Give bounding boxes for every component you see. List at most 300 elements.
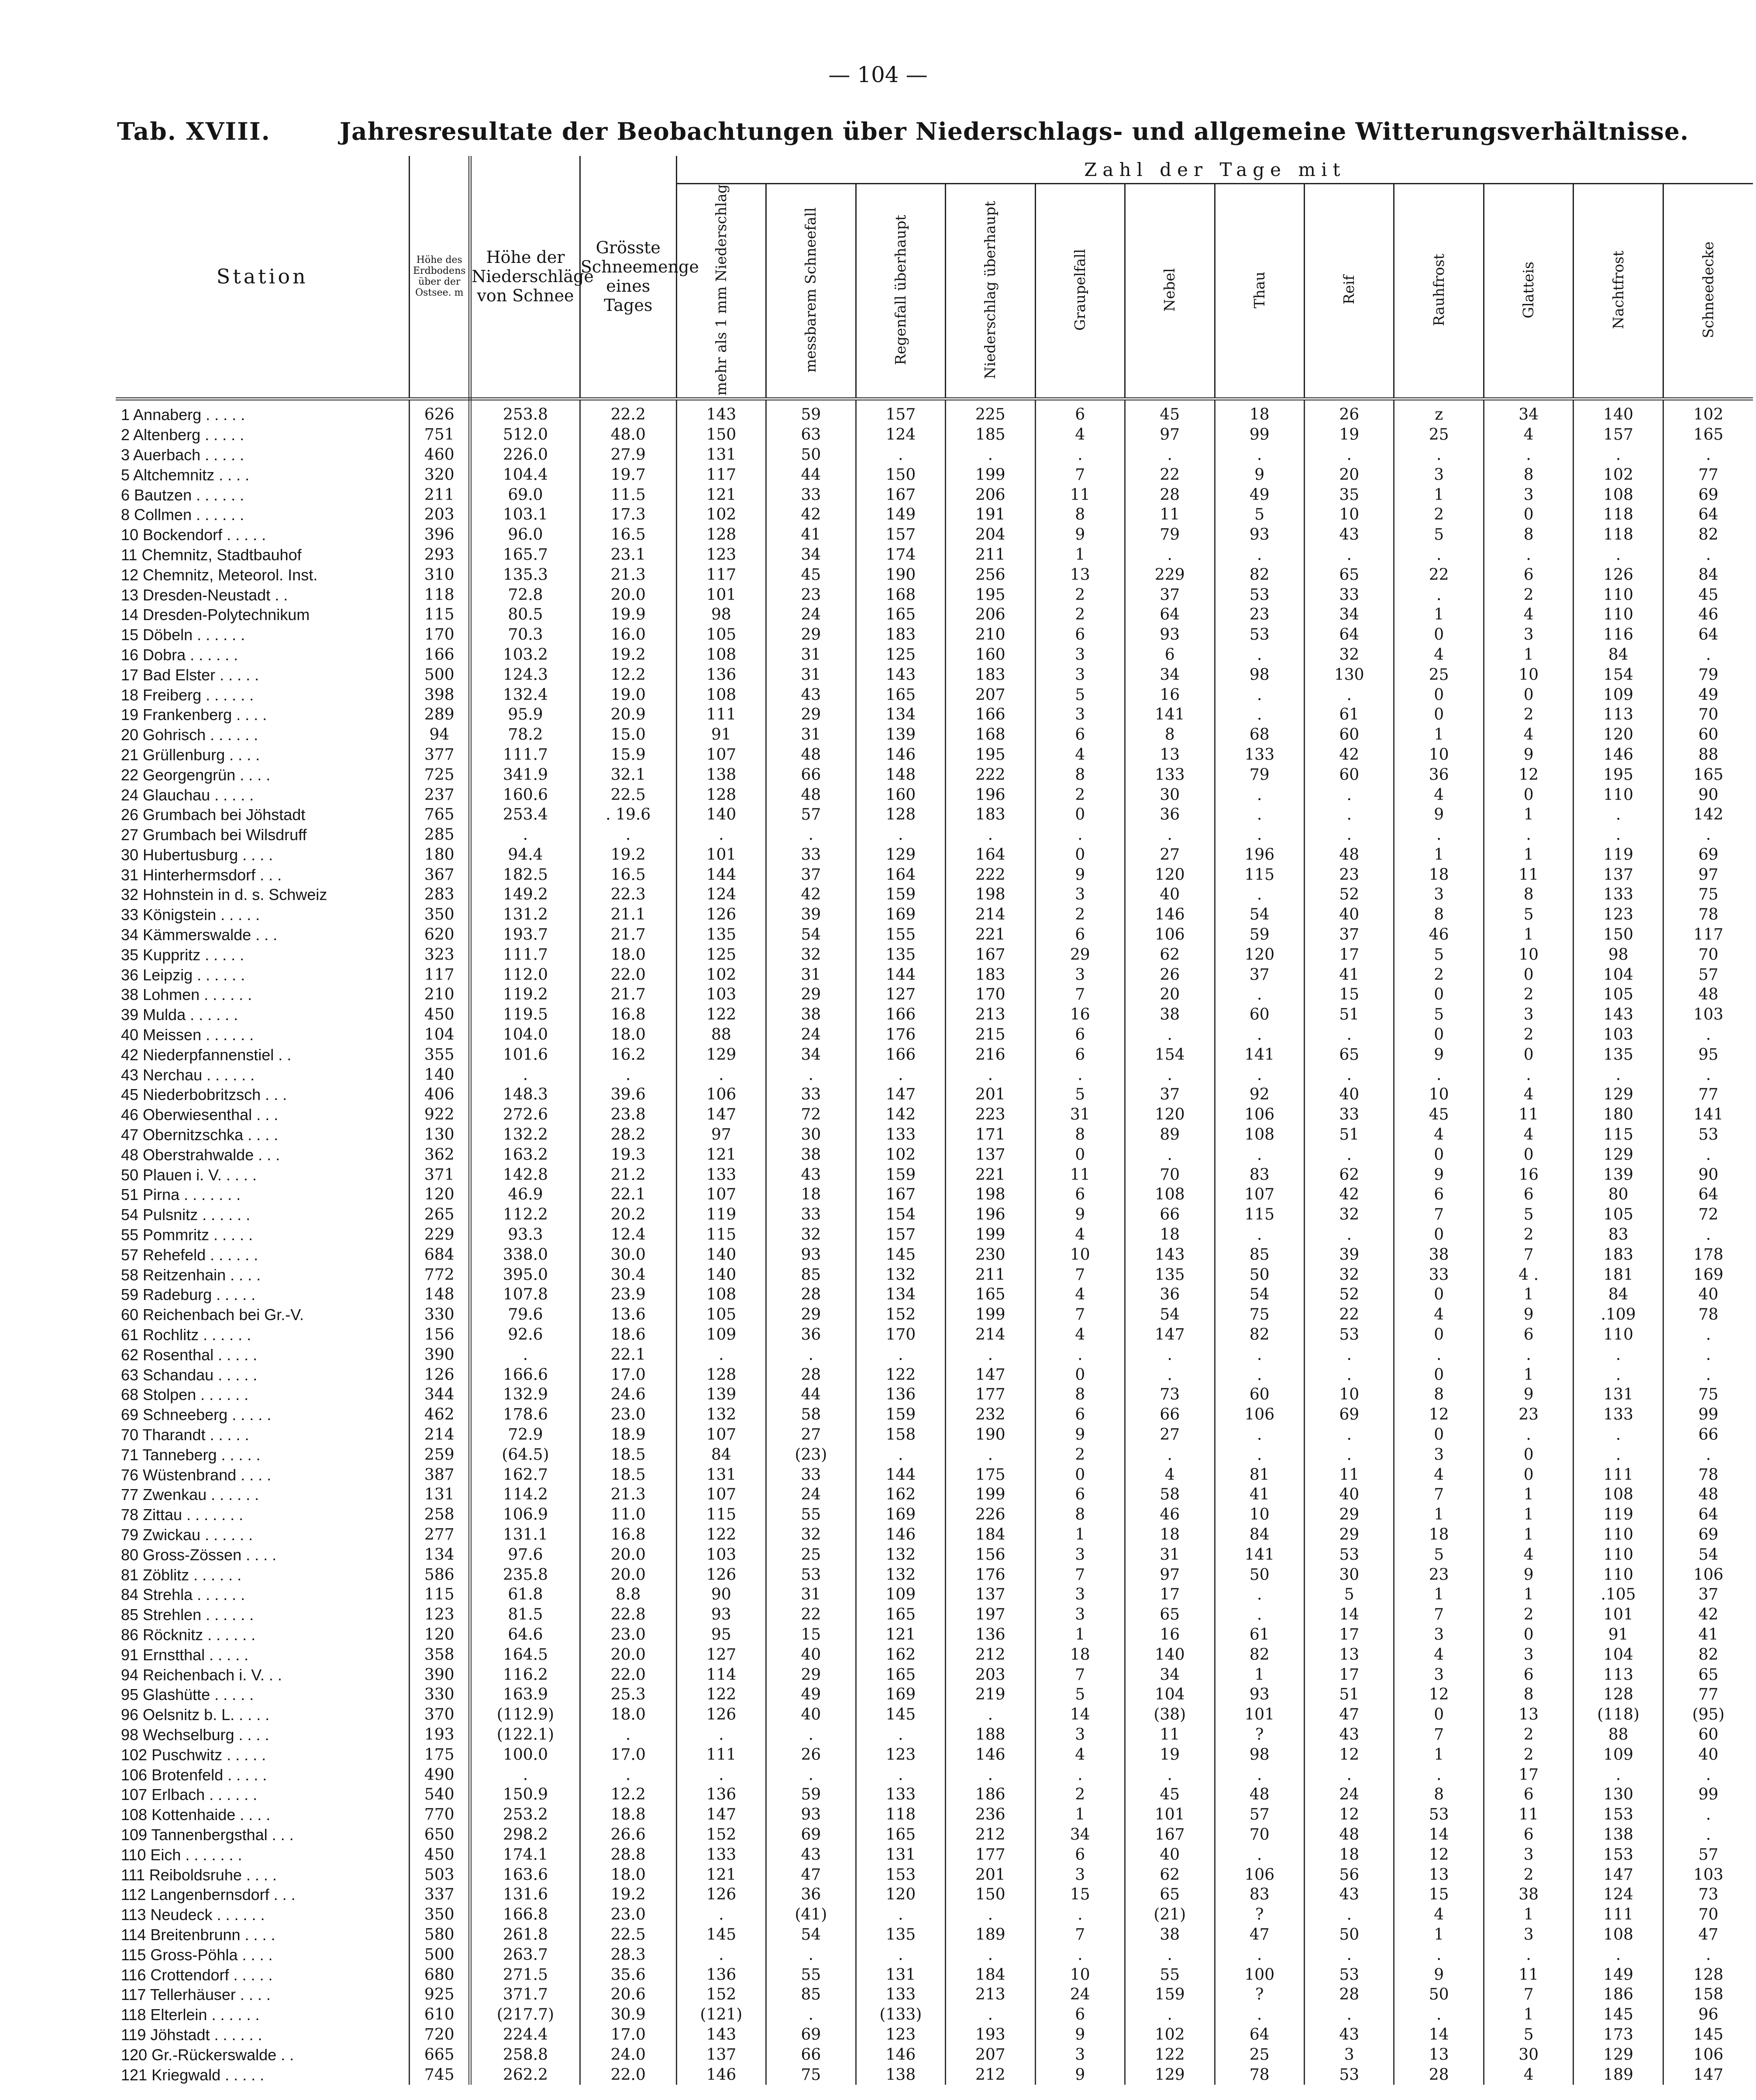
cell-fog-days: 46 <box>1125 1505 1215 1525</box>
cell-elevation: 503 <box>410 1865 470 1885</box>
table-row <box>116 1465 1753 1485</box>
cell-glaze-days: 7 <box>1484 1985 1573 2005</box>
cell-rain-days: 152 <box>676 1985 766 2005</box>
cell-dew-days: 49 <box>1215 485 1304 505</box>
cell-dew-days: 53 <box>1215 625 1304 645</box>
cell-snowfall-days: 39 <box>766 905 856 925</box>
cell-night-frost-days: 110 <box>1574 605 1663 625</box>
cell-dew-days: 106 <box>1215 1865 1304 1885</box>
cell-snow-cover-days: 99 <box>1698 1786 1718 1804</box>
cell-elevation: 229 <box>410 1225 470 1245</box>
cell-precip-days: . <box>946 1705 1035 1725</box>
cell-precip-days: 150 <box>946 1885 1035 1905</box>
cell-snow-height: 111.7 <box>470 745 580 765</box>
cell-rainfall-days: 132 <box>856 1265 945 1285</box>
cell-rain-days: 128 <box>676 1365 766 1385</box>
cell-elevation: 283 <box>410 885 470 905</box>
cell-rainfall-days: 176 <box>856 1025 945 1045</box>
cell-snow-cover-days: 128 <box>1693 1966 1724 1984</box>
table-row <box>116 445 1753 465</box>
cell-rainfall-days: 146 <box>856 2045 945 2065</box>
cell-graupel-days: 1 <box>1035 545 1125 565</box>
cell-snow-cover-days: . <box>1706 645 1711 664</box>
cell-night-frost-days: (118) <box>1574 1705 1663 1725</box>
cell-snow-height: 80.5 <box>470 605 580 625</box>
cell-graupel-days: 18 <box>1035 1645 1125 1665</box>
cell-rainfall-days: . <box>856 825 945 845</box>
cell-frost-days: 24 <box>1304 1785 1394 1805</box>
cell-elevation: 203 <box>410 505 470 525</box>
cell-dew-days: 41 <box>1215 1485 1304 1505</box>
cell-max-snow-day: 22.0 <box>580 1665 676 1685</box>
cell-max-snow-day: 48.0 <box>580 425 676 445</box>
cell-night-frost-days: . <box>1574 1065 1663 1085</box>
cell-fog-days: 135 <box>1125 1265 1215 1285</box>
cell-snow-height: 395.0 <box>470 1265 580 1285</box>
cell-snow-cover-days: 88 <box>1698 745 1718 764</box>
cell-graupel-days: 4 <box>1035 425 1125 445</box>
cell-station-name: 69 Schneeberg . . . . . <box>116 1405 410 1425</box>
cell-snowfall-days: 24 <box>766 1485 856 1505</box>
cell-station-name: 5 Altchemnitz . . . . <box>116 465 410 485</box>
cell-snow-cover-days: . <box>1706 1945 1711 1964</box>
cell-max-snow-day: 28.3 <box>580 1945 676 1965</box>
cell-fog-days: 65 <box>1125 1605 1215 1625</box>
cell-elevation: 115 <box>410 1585 470 1605</box>
cell-rain-days: 140 <box>676 805 766 825</box>
cell-dew-days: 23 <box>1215 605 1304 625</box>
cell-rime-days: . <box>1394 585 1484 605</box>
cell-snow-height: 235.8 <box>470 1565 580 1585</box>
cell-rime-days: 9 <box>1394 1165 1484 1185</box>
cell-precip-days: 212 <box>946 1645 1035 1665</box>
cell-max-snow-day: 25.3 <box>580 1685 676 1705</box>
cell-elevation: 259 <box>410 1445 470 1465</box>
cell-station-name: 27 Grumbach bei Wilsdruff <box>116 825 410 845</box>
cell-elevation: 323 <box>410 945 470 965</box>
cell-precip-days: 195 <box>946 745 1035 765</box>
cell-rain-days: 106 <box>676 1085 766 1105</box>
cell-graupel-days: 2 <box>1035 1445 1125 1465</box>
cell-elevation: 490 <box>410 1765 470 1785</box>
cell-dew-days: 85 <box>1215 1245 1304 1265</box>
cell-precip-days: 216 <box>946 1045 1035 1065</box>
cell-glaze-days: 12 <box>1484 765 1573 785</box>
cell-rain-days: 128 <box>676 785 766 805</box>
cell-rain-days: 136 <box>676 1965 766 1985</box>
cell-snow-cover-days: . <box>1706 1066 1711 1084</box>
cell-snow-height: 142.8 <box>470 1165 580 1185</box>
cell-snowfall-days: 33 <box>766 845 856 865</box>
header-graupel-days <box>1035 184 1125 399</box>
cell-rain-days: . <box>676 1765 766 1785</box>
cell-snowfall-days: 32 <box>766 945 856 965</box>
cell-rainfall-days: 164 <box>856 865 945 885</box>
cell-rime-days: 3 <box>1394 1665 1484 1685</box>
cell-max-snow-day: 23.0 <box>580 1905 676 1925</box>
cell-night-frost-days: 118 <box>1574 525 1663 545</box>
cell-fog-days: 146 <box>1125 905 1215 925</box>
cell-max-snow-day: 22.5 <box>580 785 676 805</box>
cell-station-name: 61 Rochlitz . . . . . . <box>116 1325 410 1345</box>
cell-elevation: 277 <box>410 1525 470 1545</box>
cell-glaze-days: 38 <box>1484 1885 1573 1905</box>
cell-snow-cover-days: 49 <box>1698 686 1718 704</box>
cell-snow-cover-days: . <box>1706 545 1711 564</box>
cell-graupel-days: 7 <box>1035 1305 1125 1325</box>
cell-elevation: 390 <box>410 1345 470 1365</box>
cell-snow-cover-days: 48 <box>1698 986 1718 1004</box>
cell-rime-days: . <box>1394 2005 1484 2025</box>
cell-rain-days: 147 <box>676 1105 766 1125</box>
cell-station-name: 45 Niederbobritzsch . . . <box>116 1085 410 1105</box>
cell-rainfall-days: 109 <box>856 1585 945 1605</box>
cell-fog-days: (21) <box>1125 1905 1215 1925</box>
cell-precip-days: . <box>946 1065 1035 1085</box>
cell-snowfall-days: 38 <box>766 1145 856 1165</box>
cell-frost-days: 53 <box>1304 1545 1394 1565</box>
cell-station-name: 17 Bad Elster . . . . . <box>116 665 410 685</box>
cell-rain-days: 152 <box>676 1825 766 1845</box>
cell-max-snow-day: 16.0 <box>580 625 676 645</box>
cell-glaze-days: 0 <box>1484 1045 1573 1065</box>
cell-snowfall-days: 44 <box>766 465 856 485</box>
cell-night-frost-days: 101 <box>1574 1605 1663 1625</box>
cell-snow-cover-days: 90 <box>1698 1166 1718 1184</box>
cell-precip-days: 206 <box>946 485 1035 505</box>
cell-precip-days: 225 <box>946 399 1035 424</box>
cell-dew-days: 101 <box>1215 1705 1304 1725</box>
cell-elevation: 118 <box>410 585 470 605</box>
cell-snowfall-days: 33 <box>766 485 856 505</box>
cell-dew-days: 75 <box>1215 1305 1304 1325</box>
cell-dew-days: 5 <box>1215 505 1304 525</box>
cell-snowfall-days: 34 <box>766 545 856 565</box>
cell-precip-days: 190 <box>946 1425 1035 1445</box>
table-row <box>116 1105 1753 1125</box>
cell-elevation: 540 <box>410 1785 470 1805</box>
cell-snow-height: 263.7 <box>470 1945 580 1965</box>
cell-max-snow-day: . <box>580 1765 676 1785</box>
cell-snowfall-days: 33 <box>766 1085 856 1105</box>
cell-graupel-days: 0 <box>1035 805 1125 825</box>
cell-night-frost-days: 123 <box>1574 905 1663 925</box>
cell-rain-days: 115 <box>676 1225 766 1245</box>
cell-snowfall-days: 58 <box>766 1405 856 1425</box>
cell-glaze-days: 4 . <box>1484 1265 1573 1285</box>
cell-elevation: 925 <box>410 1985 470 2005</box>
cell-snow-cover-days: . <box>1706 1226 1711 1244</box>
cell-frost-days: 43 <box>1304 1725 1394 1745</box>
cell-precip-days: 183 <box>946 665 1035 685</box>
header-rain-days-label: mehr als 1 mm Niederschlag <box>712 184 730 396</box>
cell-station-name: 1 Annaberg . . . . . <box>116 399 410 424</box>
cell-snow-cover-days: 77 <box>1698 1686 1718 1704</box>
cell-rainfall-days: 162 <box>856 1485 945 1505</box>
cell-glaze-days: 6 <box>1484 1325 1573 1345</box>
cell-night-frost-days: 145 <box>1574 2005 1663 2025</box>
table-row <box>116 565 1753 585</box>
table-row <box>116 885 1753 905</box>
cell-graupel-days: 6 <box>1035 1025 1125 1045</box>
table-label: Tab. XVIII. <box>117 117 271 145</box>
cell-snow-height: 149.2 <box>470 885 580 905</box>
cell-rime-days: 46 <box>1394 925 1484 945</box>
header-glaze-days <box>1484 184 1573 399</box>
cell-night-frost-days: 186 <box>1574 1985 1663 2005</box>
cell-rain-days: 111 <box>676 1745 766 1765</box>
cell-station-name: 81 Zöblitz . . . . . . <box>116 1565 410 1585</box>
cell-night-frost-days: 146 <box>1574 745 1663 765</box>
cell-rainfall-days: 122 <box>856 1365 945 1385</box>
cell-rime-days: 4 <box>1394 1305 1484 1325</box>
cell-fog-days: 37 <box>1125 1085 1215 1105</box>
cell-dew-days: 133 <box>1215 745 1304 765</box>
cell-snow-cover-days: 169 <box>1693 1266 1724 1284</box>
cell-snow-height: 114.2 <box>470 1485 580 1505</box>
cell-dew-days: 61 <box>1215 1625 1304 1645</box>
cell-snow-height: 193.7 <box>470 925 580 945</box>
cell-frost-days: . <box>1304 1445 1394 1465</box>
cell-frost-days: 48 <box>1304 845 1394 865</box>
table-row <box>116 1425 1753 1445</box>
cell-rain-days: 143 <box>676 2025 766 2045</box>
table-row <box>116 865 1753 885</box>
cell-fog-days: 97 <box>1125 425 1215 445</box>
cell-rain-days: 97 <box>676 1125 766 1145</box>
cell-graupel-days: 3 <box>1035 2045 1125 2065</box>
cell-snow-height: 94.4 <box>470 845 580 865</box>
table-row <box>116 925 1753 945</box>
cell-max-snow-day: 19.2 <box>580 1885 676 1905</box>
cell-frost-days: 15 <box>1304 985 1394 1005</box>
table-row <box>116 1125 1753 1145</box>
cell-rainfall-days: 145 <box>856 1245 945 1265</box>
cell-rain-days: 140 <box>676 1265 766 1285</box>
cell-rime-days: 12 <box>1394 1845 1484 1865</box>
cell-graupel-days: 9 <box>1035 1425 1125 1445</box>
cell-night-frost-days: 129 <box>1574 1145 1663 1165</box>
cell-rain-days: 121 <box>676 485 766 505</box>
cell-night-frost-days: 110 <box>1574 1565 1663 1585</box>
cell-dew-days: 98 <box>1215 1745 1304 1765</box>
cell-precip-days: 214 <box>946 1325 1035 1345</box>
cell-rime-days: 33 <box>1394 1265 1484 1285</box>
cell-night-frost-days: 183 <box>1574 1245 1663 1265</box>
cell-frost-days: 13 <box>1304 1645 1394 1665</box>
cell-snow-height: (122.1) <box>470 1725 580 1745</box>
cell-night-frost-days: 130 <box>1574 1785 1663 1805</box>
cell-snow-cover-days: 41 <box>1698 1625 1718 1644</box>
cell-fog-days: 16 <box>1125 1625 1215 1645</box>
cell-dew-days: 82 <box>1215 1325 1304 1345</box>
cell-fog-days: 154 <box>1125 1045 1215 1065</box>
cell-frost-days: 40 <box>1304 905 1394 925</box>
cell-station-name: 84 Strehla . . . . . . <box>116 1585 410 1605</box>
cell-glaze-days: 4 <box>1484 1545 1573 1565</box>
cell-snowfall-days: 15 <box>766 1625 856 1645</box>
cell-frost-days: 47 <box>1304 1705 1394 1725</box>
cell-snowfall-days: 72 <box>766 1105 856 1125</box>
cell-precip-days: 232 <box>946 1405 1035 1425</box>
cell-rime-days: . <box>1394 825 1484 845</box>
cell-frost-days: 53 <box>1304 2065 1394 2085</box>
header-rime-days <box>1394 184 1484 399</box>
cell-glaze-days: . <box>1484 1945 1573 1965</box>
cell-glaze-days: 0 <box>1484 685 1573 705</box>
table-row <box>116 1505 1753 1525</box>
cell-precip-days: 168 <box>946 725 1035 745</box>
cell-snowfall-days: 31 <box>766 725 856 745</box>
table-row <box>116 1445 1753 1465</box>
cell-snow-cover-days: 79 <box>1698 666 1718 684</box>
cell-night-frost-days: . <box>1574 1425 1663 1445</box>
cell-graupel-days: 24 <box>1035 1985 1125 2005</box>
cell-station-name: 116 Crottendorf . . . . . <box>116 1965 410 1985</box>
cell-snowfall-days: 31 <box>766 645 856 665</box>
cell-graupel-days: 1 <box>1035 1525 1125 1545</box>
cell-fog-days: 22 <box>1125 465 1215 485</box>
cell-precip-days: 188 <box>946 1725 1035 1745</box>
cell-dew-days: . <box>1215 645 1304 665</box>
cell-rime-days: 12 <box>1394 1405 1484 1425</box>
cell-rime-days: 7 <box>1394 1605 1484 1625</box>
cell-night-frost-days: 102 <box>1574 465 1663 485</box>
table-body <box>116 399 1753 2084</box>
cell-rime-days: 4 <box>1394 1645 1484 1665</box>
header-dew-days-label: Thau <box>1250 271 1268 309</box>
cell-frost-days: 42 <box>1304 1185 1394 1205</box>
cell-snow-cover-days: 64 <box>1698 626 1718 644</box>
cell-snowfall-days: 36 <box>766 1325 856 1345</box>
cell-night-frost-days: 115 <box>1574 1125 1663 1145</box>
cell-snowfall-days: 54 <box>766 925 856 945</box>
cell-frost-days: 14 <box>1304 1605 1394 1625</box>
cell-snowfall-days: 49 <box>766 1685 856 1705</box>
cell-precip-days: 213 <box>946 1985 1035 2005</box>
cell-night-frost-days: 157 <box>1574 425 1663 445</box>
cell-graupel-days: 2 <box>1035 605 1125 625</box>
cell-dew-days: . <box>1215 1025 1304 1045</box>
cell-glaze-days: 0 <box>1484 1625 1573 1645</box>
cell-dew-days: ? <box>1215 1985 1304 2005</box>
cell-snowfall-days: 45 <box>766 565 856 585</box>
cell-fog-days: 11 <box>1125 1725 1215 1745</box>
cell-precip-days: 199 <box>946 1225 1035 1245</box>
cell-rime-days: . <box>1394 1345 1484 1365</box>
cell-fog-days: . <box>1125 825 1215 845</box>
cell-glaze-days: 2 <box>1484 1725 1573 1745</box>
cell-station-name: 50 Plauen i. V. . . . . <box>116 1165 410 1185</box>
cell-glaze-days: 6 <box>1484 1185 1573 1205</box>
cell-night-frost-days: 129 <box>1574 2045 1663 2065</box>
cell-precip-days: . <box>946 1905 1035 1925</box>
cell-rainfall-days: . <box>856 1065 945 1085</box>
cell-snow-cover-days: 40 <box>1698 1745 1718 1764</box>
cell-night-frost-days: 88 <box>1574 1725 1663 1745</box>
cell-max-snow-day: 16.5 <box>580 525 676 545</box>
cell-graupel-days: 9 <box>1035 2025 1125 2045</box>
cell-dew-days: 98 <box>1215 665 1304 685</box>
cell-elevation: 134 <box>410 1545 470 1565</box>
cell-rime-days: 23 <box>1394 1565 1484 1585</box>
cell-station-name: 59 Radeburg . . . . . <box>116 1285 410 1305</box>
cell-rain-days: 108 <box>676 685 766 705</box>
cell-rainfall-days: 157 <box>856 525 945 545</box>
table-row <box>116 1805 1753 1825</box>
cell-rain-days: . <box>676 1725 766 1745</box>
cell-dew-days: . <box>1215 825 1304 845</box>
cell-rainfall-days: . <box>856 445 945 465</box>
cell-frost-days: 17 <box>1304 1665 1394 1685</box>
cell-rime-days: 18 <box>1394 1525 1484 1545</box>
cell-dew-days: 54 <box>1215 1285 1304 1305</box>
cell-snow-height: 46.9 <box>470 1185 580 1205</box>
cell-fog-days: 66 <box>1125 1405 1215 1425</box>
cell-station-name: 20 Gohrisch . . . . . . <box>116 725 410 745</box>
cell-fog-days: 36 <box>1125 805 1215 825</box>
cell-frost-days: 43 <box>1304 1885 1394 1905</box>
cell-frost-days: . <box>1304 1145 1394 1165</box>
cell-fog-days: 31 <box>1125 1545 1215 1565</box>
cell-rainfall-days: 166 <box>856 1005 945 1025</box>
cell-snowfall-days: 54 <box>766 1925 856 1945</box>
cell-elevation: 350 <box>410 905 470 925</box>
table-row <box>116 525 1753 545</box>
cell-graupel-days: 6 <box>1035 1045 1125 1065</box>
cell-rime-days: 14 <box>1394 1825 1484 1845</box>
cell-dew-days: 54 <box>1215 905 1304 925</box>
cell-station-name: 80 Gross-Zössen . . . . <box>116 1545 410 1565</box>
cell-night-frost-days: 135 <box>1574 1045 1663 1065</box>
table-row <box>116 1025 1753 1045</box>
cell-rain-days: 105 <box>676 1305 766 1325</box>
cell-night-frost-days: 147 <box>1574 1865 1663 1885</box>
cell-station-name: 121 Kriegwald . . . . . <box>116 2065 410 2085</box>
table-row <box>116 1245 1753 1265</box>
cell-graupel-days: 9 <box>1035 2065 1125 2085</box>
cell-elevation: 130 <box>410 1125 470 1145</box>
cell-rain-days: . <box>676 1065 766 1085</box>
cell-fog-days: 62 <box>1125 1865 1215 1885</box>
cell-night-frost-days: 104 <box>1574 1645 1663 1665</box>
cell-dew-days: . <box>1215 1765 1304 1785</box>
header-fog-days <box>1125 184 1215 399</box>
table-row <box>116 805 1753 825</box>
cell-fog-days: . <box>1125 1765 1215 1785</box>
cell-snow-cover-days: 82 <box>1698 1645 1718 1664</box>
cell-station-name: 3 Auerbach . . . . . <box>116 445 410 465</box>
cell-precip-days: . <box>946 445 1035 465</box>
cell-precip-days: . <box>946 1445 1035 1465</box>
cell-frost-days: 65 <box>1304 1045 1394 1065</box>
table-row <box>116 485 1753 505</box>
cell-snow-height: (217.7) <box>470 2005 580 2025</box>
header-frost-days <box>1304 184 1394 399</box>
cell-night-frost-days: 113 <box>1574 1665 1663 1685</box>
cell-glaze-days: 0 <box>1484 505 1573 525</box>
cell-rime-days: 1 <box>1394 1585 1484 1605</box>
cell-max-snow-day: 23.0 <box>580 1405 676 1425</box>
cell-glaze-days: 3 <box>1484 485 1573 505</box>
cell-night-frost-days: 153 <box>1574 1845 1663 1865</box>
cell-rainfall-days: 168 <box>856 585 945 605</box>
cell-graupel-days: 15 <box>1035 1885 1125 1905</box>
cell-snow-height: 338.0 <box>470 1245 580 1265</box>
cell-rainfall-days: 142 <box>856 1105 945 1125</box>
cell-snow-cover-days: 75 <box>1698 1386 1718 1404</box>
cell-precip-days: 198 <box>946 885 1035 905</box>
